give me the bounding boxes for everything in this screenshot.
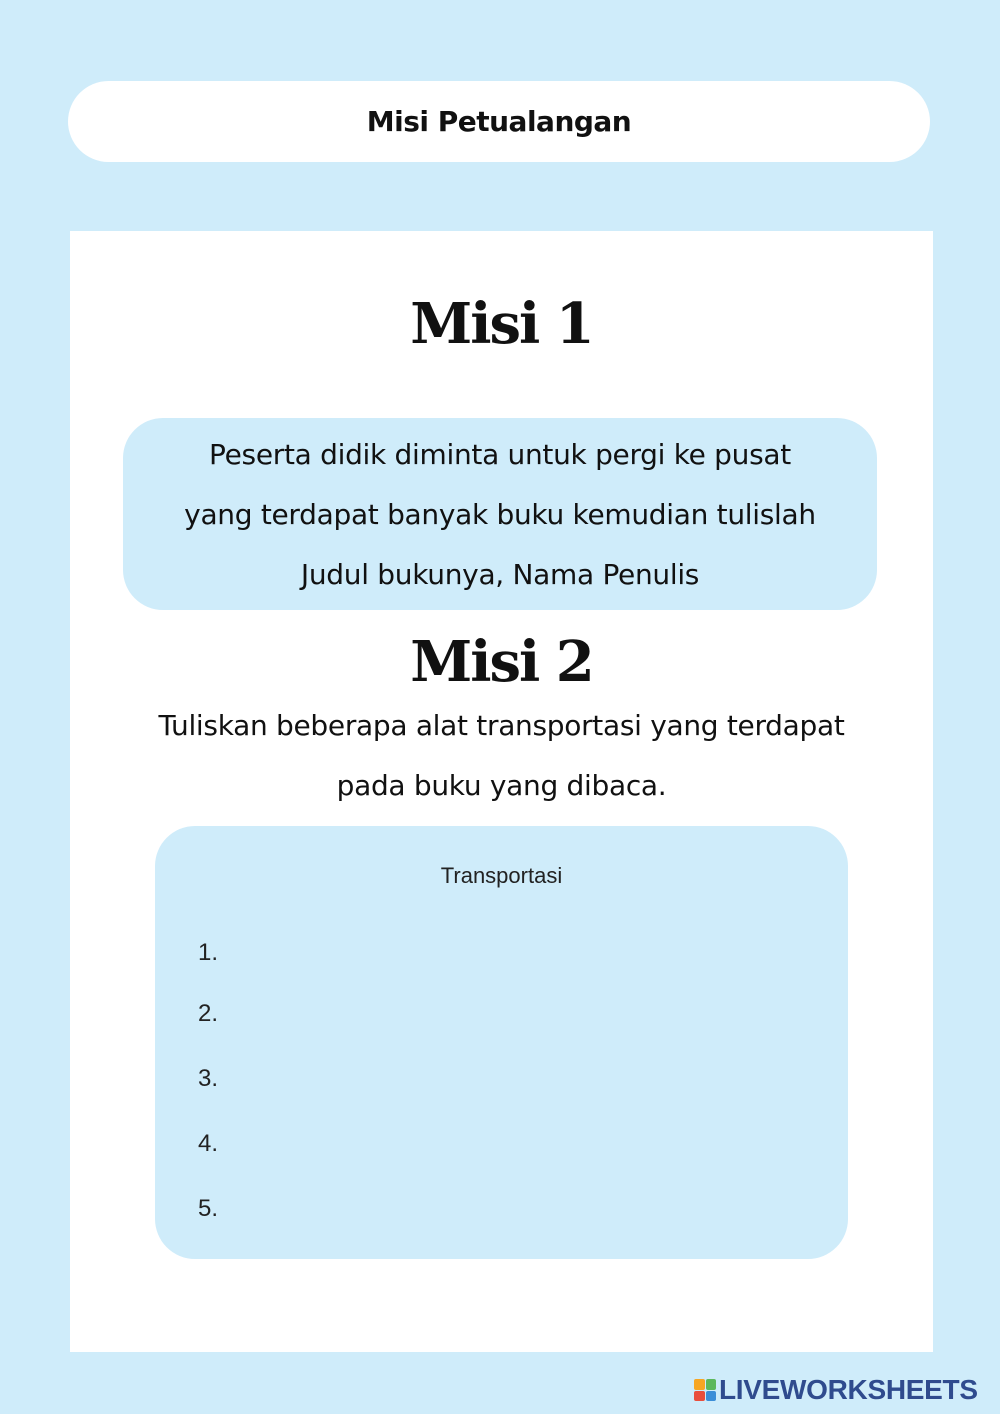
answer-item-1: 1.: [198, 939, 219, 966]
worksheet-title: Misi Petualangan: [366, 105, 632, 138]
worksheet-card: [70, 231, 933, 1352]
header-pill: [68, 81, 930, 162]
mission-1-line-3: Judul bukunya, Nama Penulis: [300, 558, 700, 591]
liveworksheets-logo-icon: [694, 1379, 716, 1401]
watermark-text: LIVEWORKSHEETS: [719, 1374, 978, 1405]
mission-2-line-1: Tuliskan beberapa alat transportasi yang terdapat: [158, 709, 845, 742]
mission-2-title: Misi 2: [410, 629, 593, 695]
logo-square: [706, 1391, 717, 1402]
answer-box-heading: Transportasi: [440, 863, 563, 888]
answer-item-2: 2.: [198, 1000, 219, 1027]
mission-1-line-1: Peserta didik diminta untuk pergi ke pusat: [209, 438, 791, 471]
mission-1-instruction-box: [123, 418, 877, 610]
mission-1-line-2: yang terdapat banyak buku kemudian tulislah: [184, 498, 816, 531]
answer-item-5: 5.: [198, 1195, 219, 1222]
transport-answer-box: [155, 826, 848, 1259]
logo-square: [694, 1391, 705, 1402]
logo-square: [706, 1379, 717, 1390]
liveworksheets-watermark: [694, 1373, 978, 1407]
answer-item-4: 4.: [198, 1130, 219, 1157]
logo-square: [694, 1379, 705, 1390]
mission-2-line-2: pada buku yang dibaca.: [336, 769, 667, 802]
mission-1-title: Misi 1: [410, 291, 593, 357]
mission-2-instruction: [70, 709, 933, 829]
answer-item-3: 3.: [198, 1065, 219, 1092]
